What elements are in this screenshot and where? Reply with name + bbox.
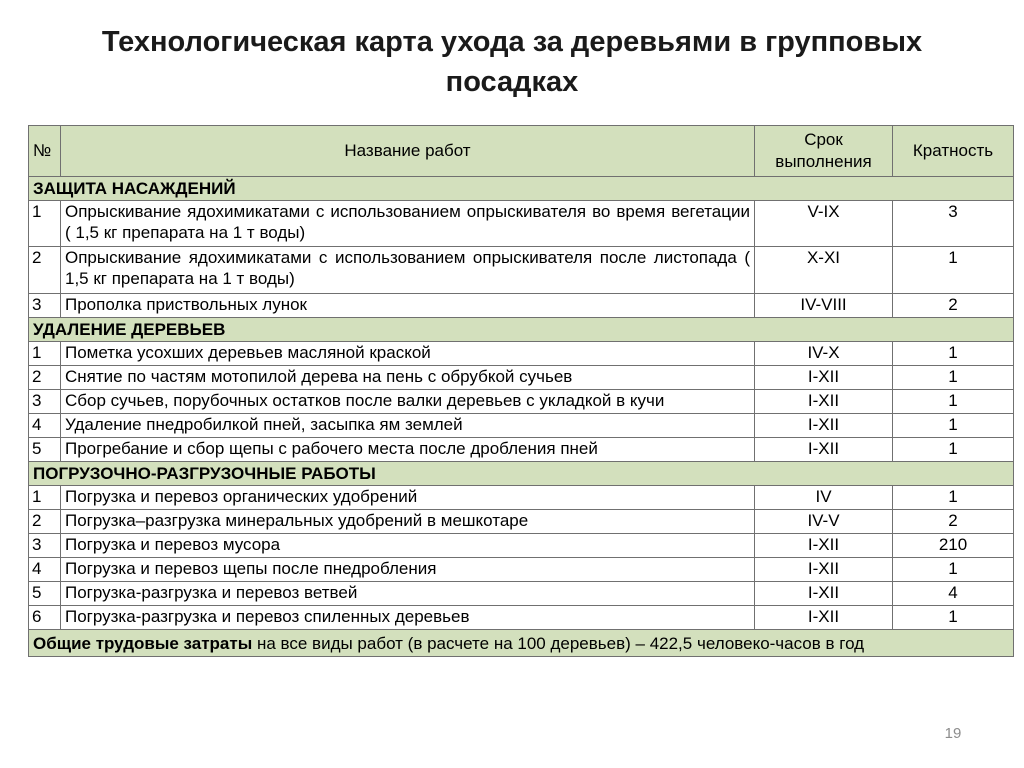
row-num: 3 (29, 294, 61, 318)
row-term: I-XII (755, 582, 893, 606)
row-term: I-XII (755, 390, 893, 414)
header-multiplicity: Кратность (893, 126, 1014, 177)
row-multiplicity: 210 (893, 534, 1014, 558)
row-name: Погрузка–разгрузка минеральных удобрений в мешкотаре (61, 510, 755, 534)
tech-map-table-container (28, 125, 1013, 657)
row-name: Пометка усохших деревьев масляной краской (61, 342, 755, 366)
row-multiplicity: 4 (893, 582, 1014, 606)
row-num: 1 (29, 486, 61, 510)
row-multiplicity: 1 (893, 438, 1014, 462)
table-row (29, 510, 1014, 534)
row-multiplicity: 1 (893, 414, 1014, 438)
row-multiplicity: 1 (893, 606, 1014, 630)
row-multiplicity: 1 (893, 342, 1014, 366)
table-row (29, 366, 1014, 390)
table-row (29, 558, 1014, 582)
table-row (29, 486, 1014, 510)
row-term: IV-V (755, 510, 893, 534)
row-name: Погрузка и перевоз щепы после пнедробления (61, 558, 755, 582)
page-title: Технологическая карта ухода за деревьями в групповых посадках (101, 26, 923, 98)
row-name: Удаление пнедробилкой пней, засыпка ям землей (61, 414, 755, 438)
row-term: IV (755, 486, 893, 510)
row-multiplicity: 1 (893, 486, 1014, 510)
row-term: IV-X (755, 342, 893, 366)
total-cell (29, 630, 1014, 657)
row-name: Опрыскивание ядохимикатами с использованием опрыскивателя после листопада ( 1,5 кг препарата на 1 т воды) (61, 247, 755, 294)
row-num: 2 (29, 510, 61, 534)
row-name: Погрузка-разгрузка и перевоз спиленных деревьев (61, 606, 755, 630)
row-num: 2 (29, 366, 61, 390)
row-num: 4 (29, 414, 61, 438)
total-label: Общие трудовые затраты (33, 633, 253, 653)
table-row (29, 201, 1014, 247)
row-multiplicity: 3 (893, 201, 1014, 247)
row-multiplicity: 1 (893, 366, 1014, 390)
row-multiplicity: 2 (893, 294, 1014, 318)
header-term: Срок выполнения (755, 126, 893, 177)
table-row (29, 582, 1014, 606)
row-multiplicity: 2 (893, 510, 1014, 534)
table-row (29, 247, 1014, 294)
total-text: на все виды работ (в расчете на 100 деревьев) – 422,5 человеко-часов в год (252, 633, 865, 653)
row-name: Опрыскивание ядохимикатами с использованием опрыскивателя во время вегетации ( 1,5 кг препарата на 1 т воды) (61, 201, 755, 247)
row-term: IV-VIII (755, 294, 893, 318)
row-multiplicity: 1 (893, 390, 1014, 414)
row-num: 1 (29, 201, 61, 247)
row-term: I-XII (755, 414, 893, 438)
header-name: Название работ (61, 126, 755, 177)
row-num: 5 (29, 582, 61, 606)
page-number: 19 (944, 725, 962, 742)
section-row (29, 462, 1014, 486)
table-row (29, 390, 1014, 414)
row-name: Прогребание и сбор щепы с рабочего места после дробления пней (61, 438, 755, 462)
row-num: 4 (29, 558, 61, 582)
row-num: 1 (29, 342, 61, 366)
row-name: Погрузка и перевоз органических удобрений (61, 486, 755, 510)
section-title: УДАЛЕНИЕ ДЕРЕВЬЕВ (29, 318, 1014, 342)
row-num: 3 (29, 390, 61, 414)
row-term: I-XII (755, 606, 893, 630)
row-term: I-XII (755, 534, 893, 558)
table-header-row (29, 126, 1014, 177)
table-row (29, 606, 1014, 630)
row-name: Погрузка и перевоз мусора (61, 534, 755, 558)
row-num: 5 (29, 438, 61, 462)
row-term: I-XII (755, 558, 893, 582)
header-num: № (29, 126, 61, 177)
row-term: I-XII (755, 438, 893, 462)
row-term: I-XII (755, 366, 893, 390)
table-row (29, 294, 1014, 318)
total-row (29, 630, 1014, 657)
table-row (29, 438, 1014, 462)
row-name: Прополка приствольных лунок (61, 294, 755, 318)
row-multiplicity: 1 (893, 247, 1014, 294)
row-name: Снятие по частям мотопилой дерева на пень с обрубкой сучьев (61, 366, 755, 390)
table-row (29, 414, 1014, 438)
section-row (29, 318, 1014, 342)
row-name: Погрузка-разгрузка и перевоз ветвей (61, 582, 755, 606)
table-row (29, 342, 1014, 366)
row-num: 3 (29, 534, 61, 558)
table-row (29, 534, 1014, 558)
row-name: Сбор сучьев, порубочных остатков после валки деревьев с укладкой в кучи (61, 390, 755, 414)
tech-map-table (28, 125, 1014, 657)
row-multiplicity: 1 (893, 558, 1014, 582)
row-num: 6 (29, 606, 61, 630)
row-term: V-IX (755, 201, 893, 247)
section-title: ЗАЩИТА НАСАЖДЕНИЙ (29, 177, 1014, 201)
row-num: 2 (29, 247, 61, 294)
section-title: ПОГРУЗОЧНО-РАЗГРУЗОЧНЫЕ РАБОТЫ (29, 462, 1014, 486)
row-term: X-XI (755, 247, 893, 294)
section-row (29, 177, 1014, 201)
